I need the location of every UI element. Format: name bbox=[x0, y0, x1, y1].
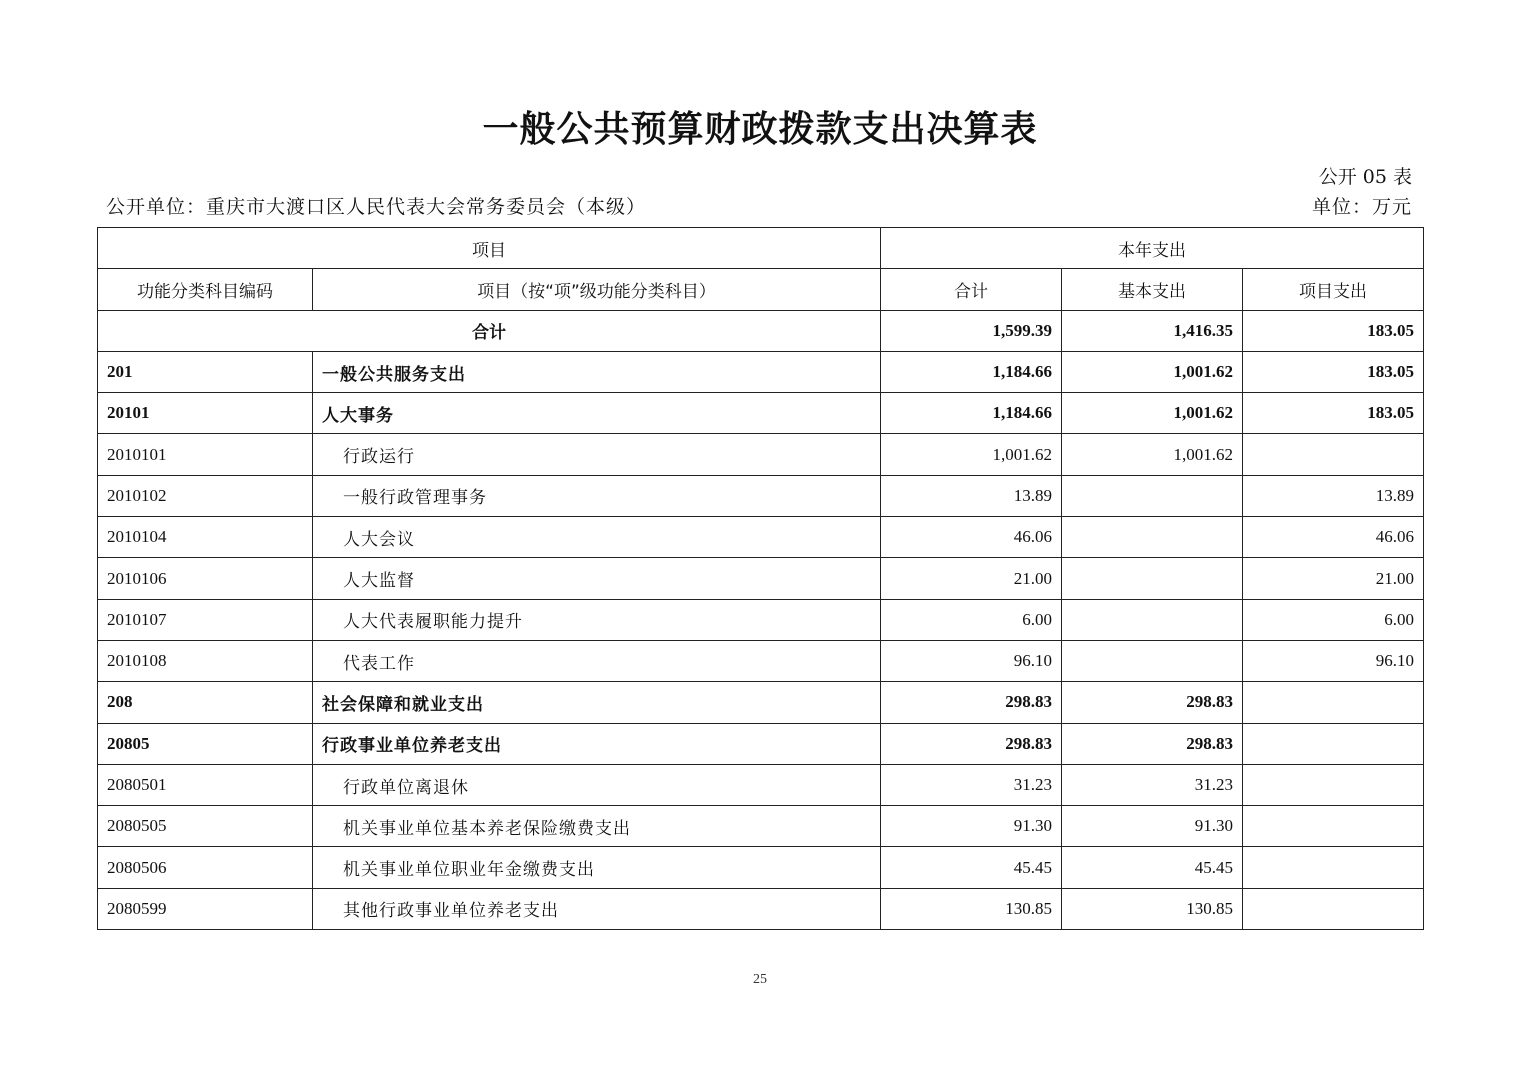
row-total: 130.85 bbox=[881, 888, 1062, 929]
row-name: 机关事业单位基本养老保险缴费支出 bbox=[313, 806, 881, 847]
row-total: 1,001.62 bbox=[881, 434, 1062, 475]
row-total: 13.89 bbox=[881, 475, 1062, 516]
row-project: 21.00 bbox=[1243, 558, 1424, 599]
page-title: 一般公共预算财政拨款支出决算表 bbox=[482, 109, 1038, 150]
header-project: 项目 bbox=[98, 228, 881, 269]
row-name: 人大会议 bbox=[313, 517, 881, 558]
row-code: 2080599 bbox=[98, 888, 313, 929]
table-row bbox=[98, 434, 1424, 475]
row-total: 31.23 bbox=[881, 764, 1062, 805]
row-code: 2010107 bbox=[98, 599, 313, 640]
row-name: 代表工作 bbox=[313, 640, 881, 681]
table-row bbox=[98, 599, 1424, 640]
row-total: 21.00 bbox=[881, 558, 1062, 599]
row-code: 2080501 bbox=[98, 764, 313, 805]
row-code: 2080506 bbox=[98, 847, 313, 888]
row-basic: 1,001.62 bbox=[1062, 393, 1243, 434]
table-row bbox=[98, 847, 1424, 888]
header-row-1 bbox=[98, 228, 1424, 269]
row-basic: 91.30 bbox=[1062, 806, 1243, 847]
total-project: 183.05 bbox=[1243, 310, 1424, 351]
table-row bbox=[98, 393, 1424, 434]
budget-table bbox=[97, 227, 1424, 930]
row-basic bbox=[1062, 599, 1243, 640]
total-row bbox=[98, 310, 1424, 351]
table-row bbox=[98, 558, 1424, 599]
row-project: 183.05 bbox=[1243, 351, 1424, 392]
row-basic bbox=[1062, 640, 1243, 681]
row-project bbox=[1243, 764, 1424, 805]
row-code: 2010104 bbox=[98, 517, 313, 558]
row-basic: 1,001.62 bbox=[1062, 351, 1243, 392]
header-total: 合计 bbox=[881, 269, 1062, 310]
header-basic: 基本支出 bbox=[1062, 269, 1243, 310]
row-project: 13.89 bbox=[1243, 475, 1424, 516]
table-row bbox=[98, 351, 1424, 392]
row-basic: 298.83 bbox=[1062, 723, 1243, 764]
row-code: 20101 bbox=[98, 393, 313, 434]
row-total: 46.06 bbox=[881, 517, 1062, 558]
row-name: 人大代表履职能力提升 bbox=[313, 599, 881, 640]
row-name: 行政单位离退休 bbox=[313, 764, 881, 805]
row-total: 298.83 bbox=[881, 682, 1062, 723]
table-row bbox=[98, 682, 1424, 723]
row-code: 2010101 bbox=[98, 434, 313, 475]
row-name: 行政事业单位养老支出 bbox=[313, 723, 881, 764]
row-project: 183.05 bbox=[1243, 393, 1424, 434]
row-code: 2010108 bbox=[98, 640, 313, 681]
row-basic bbox=[1062, 517, 1243, 558]
row-name: 其他行政事业单位养老支出 bbox=[313, 888, 881, 929]
row-basic: 31.23 bbox=[1062, 764, 1243, 805]
row-basic bbox=[1062, 558, 1243, 599]
row-project: 46.06 bbox=[1243, 517, 1424, 558]
table-row bbox=[98, 723, 1424, 764]
total-sum: 1,599.39 bbox=[881, 310, 1062, 351]
row-basic: 130.85 bbox=[1062, 888, 1243, 929]
currency-unit: 单位：万元 bbox=[1311, 196, 1412, 218]
row-project bbox=[1243, 434, 1424, 475]
row-code: 2080505 bbox=[98, 806, 313, 847]
total-basic: 1,416.35 bbox=[1062, 310, 1243, 351]
row-total: 6.00 bbox=[881, 599, 1062, 640]
total-label: 合计 bbox=[98, 310, 881, 351]
row-name: 社会保障和就业支出 bbox=[313, 682, 881, 723]
header-current-year: 本年支出 bbox=[881, 228, 1424, 269]
row-project bbox=[1243, 723, 1424, 764]
table-row bbox=[98, 888, 1424, 929]
row-total: 1,184.66 bbox=[881, 351, 1062, 392]
row-total: 1,184.66 bbox=[881, 393, 1062, 434]
row-code: 208 bbox=[98, 682, 313, 723]
row-name: 一般行政管理事务 bbox=[313, 475, 881, 516]
header-code: 功能分类科目编码 bbox=[98, 269, 313, 310]
row-basic: 1,001.62 bbox=[1062, 434, 1243, 475]
header-name: 项目（按“项”级功能分类科目） bbox=[313, 269, 881, 310]
table-row bbox=[98, 806, 1424, 847]
row-code: 2010106 bbox=[98, 558, 313, 599]
row-name: 人大事务 bbox=[313, 393, 881, 434]
row-project bbox=[1243, 806, 1424, 847]
row-name: 一般公共服务支出 bbox=[313, 351, 881, 392]
row-project: 96.10 bbox=[1243, 640, 1424, 681]
page-number: 25 bbox=[753, 972, 767, 987]
publishing-unit: 公开单位：重庆市大渡口区人民代表大会常务委员会（本级） bbox=[106, 196, 647, 218]
table-row bbox=[98, 475, 1424, 516]
row-project bbox=[1243, 847, 1424, 888]
row-basic: 45.45 bbox=[1062, 847, 1243, 888]
row-code: 20805 bbox=[98, 723, 313, 764]
row-name: 机关事业单位职业年金缴费支出 bbox=[313, 847, 881, 888]
row-name: 人大监督 bbox=[313, 558, 881, 599]
row-total: 91.30 bbox=[881, 806, 1062, 847]
table-row bbox=[98, 640, 1424, 681]
header-row-2 bbox=[98, 269, 1424, 310]
table-row bbox=[98, 764, 1424, 805]
row-basic: 298.83 bbox=[1062, 682, 1243, 723]
header-project-expense: 项目支出 bbox=[1243, 269, 1424, 310]
row-total: 96.10 bbox=[881, 640, 1062, 681]
form-number: 公开 05 表 bbox=[1318, 166, 1412, 188]
row-project: 6.00 bbox=[1243, 599, 1424, 640]
row-name: 行政运行 bbox=[313, 434, 881, 475]
row-total: 298.83 bbox=[881, 723, 1062, 764]
row-project bbox=[1243, 888, 1424, 929]
row-total: 45.45 bbox=[881, 847, 1062, 888]
row-project bbox=[1243, 682, 1424, 723]
row-code: 201 bbox=[98, 351, 313, 392]
row-code: 2010102 bbox=[98, 475, 313, 516]
row-basic bbox=[1062, 475, 1243, 516]
table-row bbox=[98, 517, 1424, 558]
